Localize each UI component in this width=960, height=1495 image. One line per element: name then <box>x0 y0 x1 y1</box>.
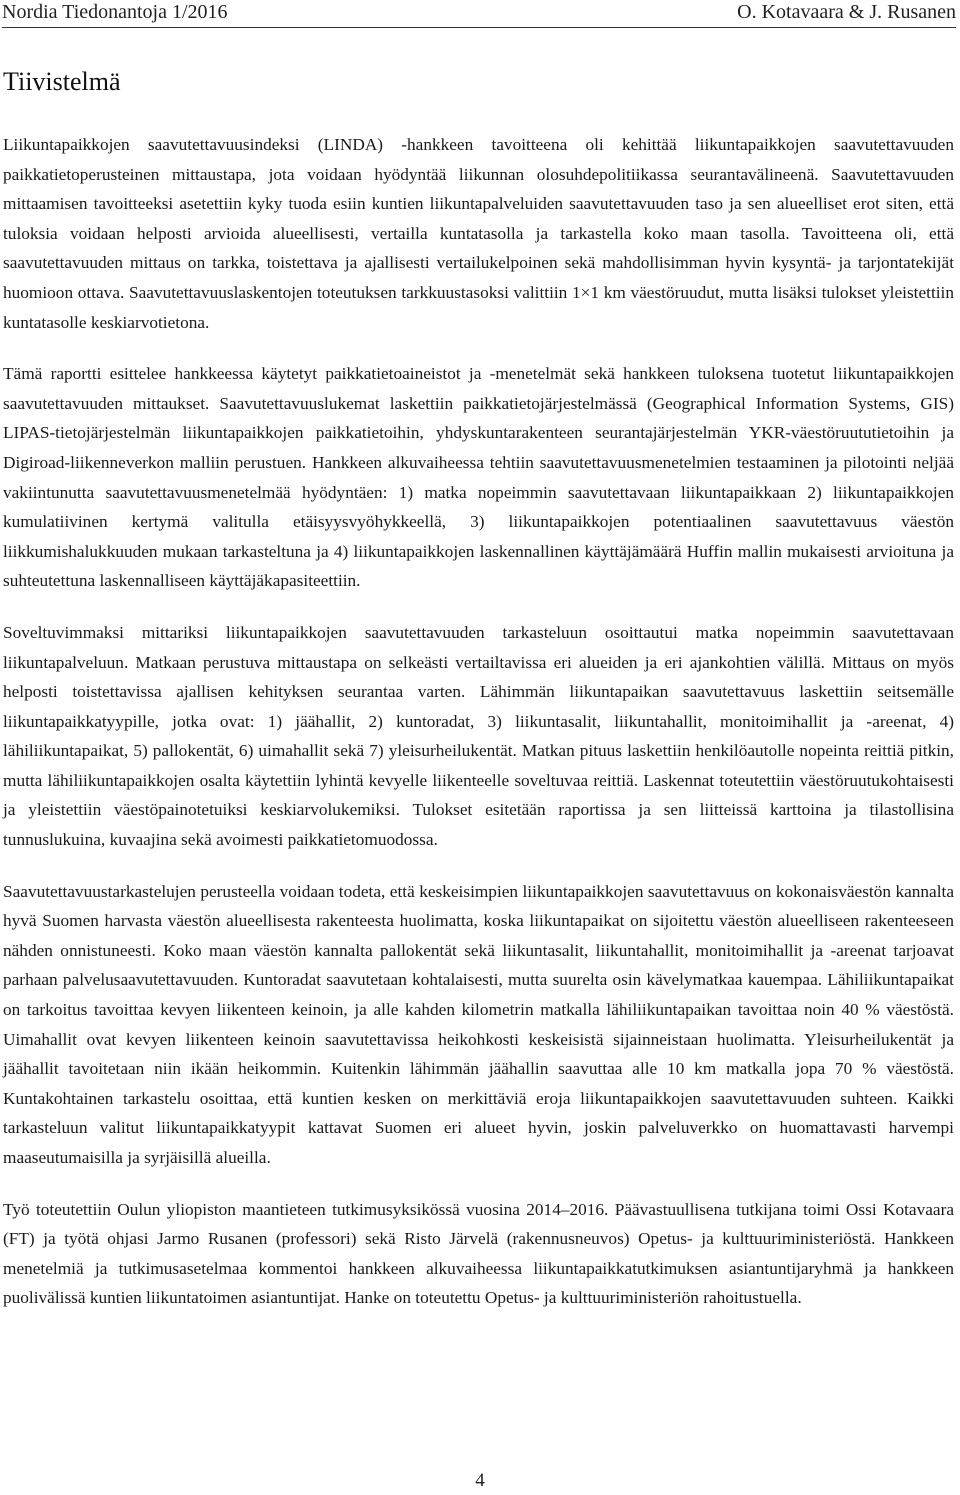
paragraph-measure: Soveltuvimmaksi mittariksi liikuntapaikkojen saavutettavuuden tarkasteluun osoittautui matka nopeimmin saavutettavaan liikuntapalveluun. Matkaan perustuva mittaustapa on selkeästi vertailtavissa eri alueiden ja eri ajankohtien välillä. Mittaus on myös helposti toistettavissa ajallisen kehityksen seurantaa varten. Lähimmän liikuntapaikan saavutettavuus laskettiin seitsemälle liikuntapaikkatyypille, jotka ovat: 1) jäähallit, 2) kuntoradat, 3) liikuntasalit, liikuntahallit, monitoimihallit ja -areenat, 4) lähiliikuntapaikat, 5) pallokentät, 6) uimahallit sekä 7) yleisurheilukentät. Matkan pituus laskettiin henkilöautolle nopeinta reittiä pitkin, mutta lähiliikuntapaikkojen osalta käytettiin lyhintä kevyelle liikenteelle soveltuvaa reittiä. Laskennat toteutettiin väestöruutukohtaisesti ja yleistettiin väestöpainotetuiksi keskiarvolukemiksi. Tulokset esitetään raportissa ja sen liitteissä karttoina ja tilastollisina tunnuslukuina, kuvaajina sekä avoimesti paikkatietomuodossa. <box>3 622 954 850</box>
paragraph-goal: Liikuntapaikkojen saavutettavuusindeksi (LINDA) -hankkeen tavoitteena oli kehittää liikuntapaikkojen saavutettavuuden paikkatietoperusteinen mittaustapa, jota voidaan hyödyntää liikunnan olosuhdepolitiikassa seurantavälineenä. Saavutettavuuden mittaamisen tavoitteeksi asetettiin kyky tuoda esiin kuntien liikuntapalveluiden saavutettavuuden taso ja sen alueelliset erot siten, että tuloksia voidaan helposti arvioida alueellisesti, vertailla kuntatasolla ja tarkastella koko maan tasolla. Tavoitteena oli, että saavutettavuuden mittaus on tarkka, toistettava ja ajallisesti vertailukelpoinen sekä mahdollisimman hyvin kysyntä- ja tarjontatekijät huomioon ottava. Saavutettavuuslaskentojen toteutuksen tarkkuustasoksi valittiin 1×1 km väestöruudut, mutta lisäksi tulokset yleistettiin kuntatasolle keskiarvotietona. <box>3 135 954 332</box>
paragraph-acknowledgements: Työ toteutettiin Oulun yliopiston maantieteen tutkimusyksikössä vuosina 2014–2016. Päävastuullisena tutkijana toimi Ossi Kotavaara (FT) ja työtä ohjasi Jarmo Rusanen (professori) sekä Risto Järvelä (rakennusneuvos) Opetus- ja kulttuuriministeriöstä. Hankkeen menetelmiä ja tutkimusasetelmaa kommentoi hankkeen alkuvaiheessa liikuntapaikkatutkimuksen asiantuntijaryhmä ja hankkeen puolivälissä kuntien liikuntatoimen asiantuntijat. Hanke on toteutettu Opetus- ja kulttuuriministeriön rahoitustuella. <box>3 1199 954 1308</box>
page-number: 4 <box>475 1470 485 1491</box>
header-publication: Nordia Tiedonantoja 1/2016 <box>2 1 228 23</box>
paragraph-methods: Tämä raportti esittelee hankkeessa käytetyt paikkatietoaineistot ja -menetelmät sekä hankkeen tuloksena tuotetut liikuntapaikkojen saavutettavuuden mittaukset. Saavutettavuuslukemat laskettiin paikkatietojärjestelmässä (Geographical Information Systems, GIS) LIPAS-tietojärjestelmän liikuntapaikkojen paikkatietoihin, yhdyskuntarakenteen seurantajärjestelmän YKR-väestöruututietoihin ja Digiroad-liikenneverkon malliin perustuen. Hankkeen alkuvaiheessa tehtiin saavutettavuusmenetelmien testaaminen ja pilotointi neljää vakiintunutta saavutettavuusmenetelmää hyödyntäen: 1) matka nopeimmin saavutettavaan liikuntapaikkaan 2) liikuntapaikkojen kumulatiivinen kertymä valitulla etäisyysvyöhykkeellä, 3) liikuntapaikkojen potentiaalinen saavutettavuus väestön liikkumishalukkuuden mukaan tarkasteltuna ja 4) liikuntapaikkojen laskennallinen käyttäjämäärä Huffin mallin mukaisesti arvioituna ja suhteutettuna laskennalliseen käyttäjäkapasiteettiin. <box>3 364 954 591</box>
header-rule <box>2 27 956 28</box>
abstract-body <box>3 130 954 1335</box>
paragraph-results: Saavutettavuustarkastelujen perusteella voidaan todeta, että keskeisimpien liikuntapaikkojen saavutettavuus on kokonaisväestön kannalta hyvä Suomen harvasta väestön alueellisesta rakenteesta huolimatta, koska liikuntapaikat on sijoitettu väestön alueelliseen rakenteeseen nähden onnistuneesti. Koko maan väestön kannalta pallokentät sekä liikuntasalit, liikuntahallit, monitoimihallit ja -areenat tarjoavat parhaan palvelusaavutettavuuden. Kuntoradat saavutetaan kohtalaisesti, mutta suurelta osin kävelymatkaa kauempaa. Lähiliikuntapaikat on tarkoitus tavoittaa kevyen liikenteen keinoin, ja alle kahden kilometrin matkalla lähiliikuntapaikan tavoittaa noin 40 % väestöstä. Uimahallit ovat kevyen liikenteen keinoin saavutettavissa heikohkosti keskeisistä sijainneistaan huolimatta. Yleisurheilukentät ja jäähallit tavoitetaan niin ikään heikommin. Kuitenkin lähimmän jäähallin saavuttaa alle 10 km matkalla jopa 70 % väestöstä. Kuntakohtainen tarkastelu osoittaa, että kuntien kesken on merkittäviä eroja liikuntapaikkojen saavutettavuuden suhteen. Kaikki tarkasteluun valitut liikuntapaikkatyypit kattavat Suomen eri alueet hyvin, joskin palveluverkko on huomattavasti harvempi maaseutumaisilla ja syrjäisillä alueilla. <box>3 881 954 1167</box>
section-title: Tiivistelmä <box>3 67 121 96</box>
running-header <box>2 0 956 28</box>
header-authors: O. Kotavaara & J. Rusanen <box>737 1 956 23</box>
